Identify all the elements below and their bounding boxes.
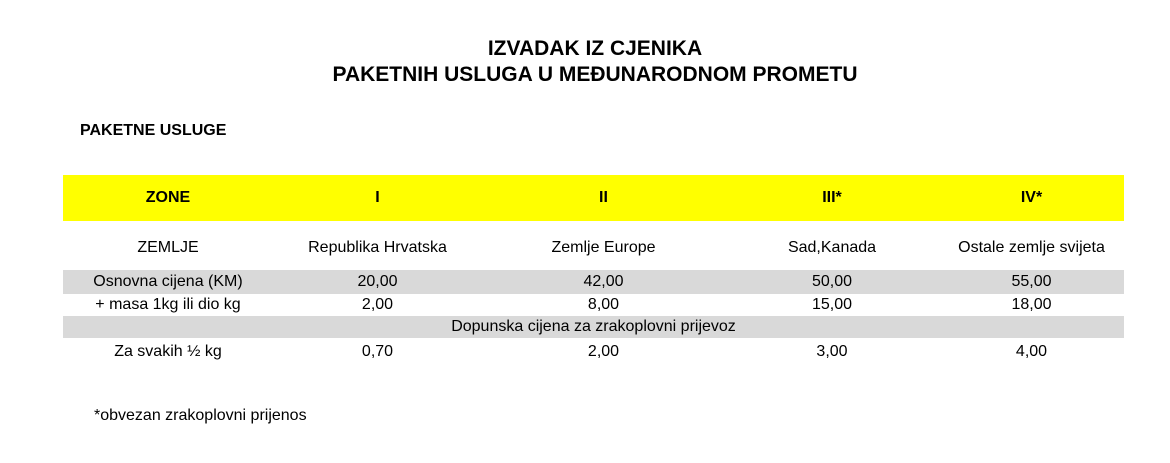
countries-header-cell: ZEMLJE (137, 238, 199, 256)
zone-cell: II (482, 175, 725, 221)
row-label: Osnovna cijena (KM) (63, 270, 273, 294)
footnote: *obvezan zrakoplovni prijenos (94, 407, 307, 424)
section-title: PAKETNE USLUGE (80, 122, 227, 139)
price-cell: 42,00 (482, 270, 725, 294)
price-cell: 18,00 (1011, 296, 1052, 313)
price-cell: 0,70 (361, 342, 394, 360)
row-label: Za svakih ½ kg (114, 342, 222, 360)
air-surcharge-label: Dopunska cijena za zrakoplovni prijevoz (63, 316, 1124, 338)
price-cell: 50,00 (725, 270, 939, 294)
zone-header-cell: ZONE (63, 175, 273, 221)
price-cell: 4,00 (1015, 342, 1048, 360)
zone-row (63, 175, 1124, 221)
price-table (63, 175, 1124, 365)
price-cell: 15,00 (811, 296, 853, 313)
zone-cell: I (273, 175, 482, 221)
title-line-1: IZVADAK IZ CJENIKA (487, 37, 703, 60)
country-cell: Sad,Kanada (787, 238, 877, 256)
document-title (0, 36, 1170, 88)
price-cell: 8,00 (587, 296, 620, 313)
row-label: + masa 1kg ili dio kg (95, 296, 241, 313)
half-kg-row (63, 338, 1124, 365)
air-surcharge-row (63, 316, 1124, 338)
country-cell: Republika Hrvatska (308, 238, 447, 256)
countries-row (63, 221, 1124, 270)
country-cell: Zemlje Europe (551, 238, 656, 256)
mass-row (63, 294, 1124, 316)
base-price-row (63, 270, 1124, 294)
price-cell: 3,00 (816, 342, 848, 360)
zone-cell: III* (725, 175, 939, 221)
zone-cell: IV* (939, 175, 1124, 221)
country-cell: Ostale zemlje svijeta (958, 238, 1105, 256)
price-cell: 2,00 (361, 296, 394, 313)
price-cell: 55,00 (939, 270, 1124, 294)
price-cell: 20,00 (273, 270, 482, 294)
price-cell: 2,00 (587, 342, 620, 360)
title-line-2: PAKETNIH USLUGA U MEĐUNARODNOM PROMETU (332, 63, 858, 86)
